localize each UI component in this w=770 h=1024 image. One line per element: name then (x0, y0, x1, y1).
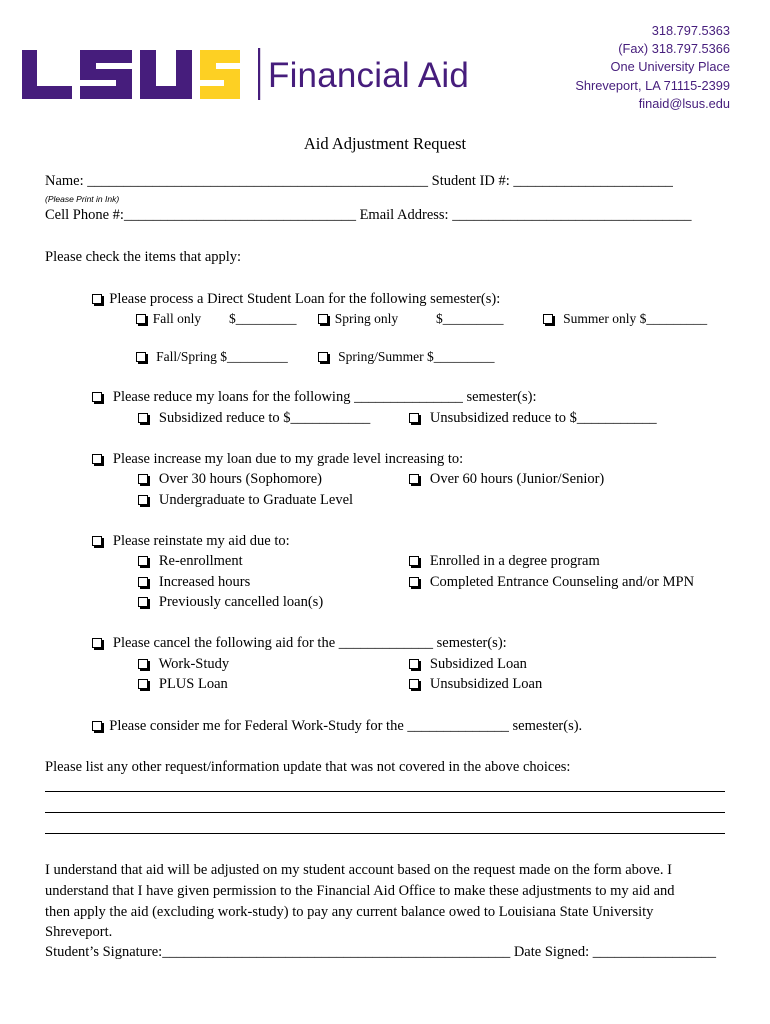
ws-label: Work-Study (158, 656, 230, 672)
entrance-label: Completed Entrance Counseling and/or MPN (429, 574, 695, 590)
option-ws (138, 655, 229, 673)
checkbox-ug[interactable] (138, 495, 148, 505)
plus-label: PLUS Loan (158, 676, 228, 692)
option-cancel-unsub (409, 675, 542, 693)
intro-text: Please check the items that apply: (45, 249, 242, 265)
statement-line-4: Shreveport. (45, 924, 113, 941)
contact-fax: (Fax) 318.797.5366 (618, 41, 730, 57)
checkbox-cancelled[interactable] (138, 597, 148, 607)
increase-heading-text: Please increase my loan due to my grade level increasing to: (112, 451, 464, 467)
other-line-1[interactable] (45, 791, 725, 792)
contact-email[interactable]: finaid@lsus.edu (638, 95, 730, 111)
reenroll-label: Re-enrollment (158, 553, 243, 569)
reinstate-heading (92, 532, 290, 550)
fws-option (92, 717, 582, 735)
fallspring-label: Fall/Spring $_________ (156, 349, 288, 364)
checkbox-reenroll[interactable] (138, 556, 148, 566)
option-entrance (409, 573, 694, 591)
name-id-field[interactable]: Name: _______________________________________________ Student ID #: ______________________ (45, 173, 673, 189)
cancel-unsub-label: Unsubsidized Loan (429, 676, 543, 692)
summer-label: Summer only $_________ (563, 311, 708, 326)
ug-label: Undergraduate to Graduate Level (158, 492, 354, 508)
reduce-heading (92, 388, 537, 406)
option-reduce-unsub (409, 409, 657, 427)
contact-address-1: One University Place (610, 59, 730, 75)
reduce-unsub-label: Unsubsidized reduce to $___________ (429, 410, 657, 426)
reduce-heading-text: Please reduce my loans for the following _______________ semester(s): (112, 389, 537, 405)
print-note: (Please Print in Ink) (45, 194, 120, 204)
option-cancelled (138, 593, 323, 611)
reinstate-heading-text: Please reinstate my aid due to: (112, 533, 290, 549)
loan-heading-text: Please process a Direct Student Loan for the following semester(s): (109, 291, 501, 307)
other-line-3[interactable] (45, 833, 725, 834)
over60-label: Over 60 hours (Junior/Senior) (429, 471, 605, 487)
option-fallspring (136, 348, 288, 365)
fall-amount[interactable]: $_________ (229, 311, 297, 326)
increase-heading (92, 450, 463, 468)
checkbox-entrance[interactable] (409, 577, 419, 587)
cancel-heading-text: Please cancel the following aid for the _____________ semester(s): (112, 635, 507, 651)
option-cancel-sub (409, 655, 527, 673)
option-reenroll (138, 552, 243, 570)
cancelled-label: Previously cancelled loan(s) (158, 594, 324, 610)
checkbox-summer[interactable] (543, 314, 553, 324)
checkbox-over30[interactable] (138, 474, 148, 484)
checkbox-reduce[interactable] (92, 392, 102, 402)
over30-label: Over 30 hours (Sophomore) (158, 471, 322, 487)
checkbox-cancel-unsub[interactable] (409, 679, 419, 689)
brand-title: Financial Aid (268, 56, 470, 95)
statement (45, 860, 675, 943)
reduce-sub-label: Subsidized reduce to $___________ (158, 410, 371, 426)
checkbox-over60[interactable] (409, 474, 419, 484)
form-title: Aid Adjustment Request (303, 134, 467, 153)
contact-phone: 318.797.5363 (651, 23, 730, 38)
checkbox-increase[interactable] (92, 454, 102, 464)
loan-heading (92, 290, 500, 308)
option-over30 (138, 470, 322, 488)
other-line-2[interactable] (45, 812, 725, 813)
signature-line[interactable]: Student’s Signature:________________________________________________ Date Signed: _________________ (45, 944, 717, 960)
hours-label: Increased hours (158, 574, 251, 590)
option-spring (318, 310, 398, 327)
spring-label: Spring only (334, 311, 399, 326)
checkbox-reduce-sub[interactable] (138, 413, 148, 423)
option-over60 (409, 470, 604, 488)
checkbox-ws[interactable] (138, 659, 148, 669)
checkbox-degree[interactable] (409, 556, 419, 566)
checkbox-plus[interactable] (138, 679, 148, 689)
checkbox-springsummer[interactable] (318, 352, 328, 362)
spring-amount[interactable]: $_________ (436, 311, 504, 326)
degree-label: Enrolled in a degree program (429, 553, 600, 569)
checkbox-hours[interactable] (138, 577, 148, 587)
option-degree (409, 552, 600, 570)
statement-line-3: then apply the aid (excluding work-study) to pay any current balance owed to Louisiana State University (45, 903, 654, 920)
option-hours (138, 573, 250, 591)
checkbox-reinstate[interactable] (92, 536, 102, 546)
contact-info (575, 22, 730, 113)
cancel-heading (92, 634, 507, 652)
statement-line-1: I understand that aid will be adjusted on my student account based on the request made on the form above. I (45, 862, 672, 878)
fall-label: Fall only (152, 311, 202, 326)
checkbox-cancel[interactable] (92, 638, 102, 648)
statement-line-2: understand that I have given permission to the Financial Aid Office to make these adjustments to my aid and (45, 882, 675, 899)
fws-label: Please consider me for Federal Work-Study for the ______________ semester(s). (109, 718, 583, 734)
checkbox-reduce-unsub[interactable] (409, 413, 419, 423)
option-ug (138, 491, 353, 509)
checkbox-fall[interactable] (136, 314, 146, 324)
option-springsummer (318, 348, 495, 365)
phone-email-field[interactable]: Cell Phone #:________________________________ Email Address: _________________________________ (45, 207, 692, 223)
option-reduce-sub (138, 409, 370, 427)
checkbox-fallspring[interactable] (136, 352, 146, 362)
checkbox-cancel-sub[interactable] (409, 659, 419, 669)
contact-address-2: Shreveport, LA 71115-2399 (575, 77, 730, 93)
other-requests-label: Please list any other request/information update that was not covered in the above choices: (45, 759, 571, 775)
checkbox-fws[interactable] (92, 721, 102, 731)
checkbox-spring[interactable] (318, 314, 328, 324)
option-summer (543, 310, 707, 327)
cancel-sub-label: Subsidized Loan (429, 656, 527, 672)
springsummer-label: Spring/Summer $_________ (338, 349, 495, 364)
option-plus (138, 675, 228, 693)
option-fall (136, 310, 201, 327)
checkbox-loan[interactable] (92, 294, 102, 304)
